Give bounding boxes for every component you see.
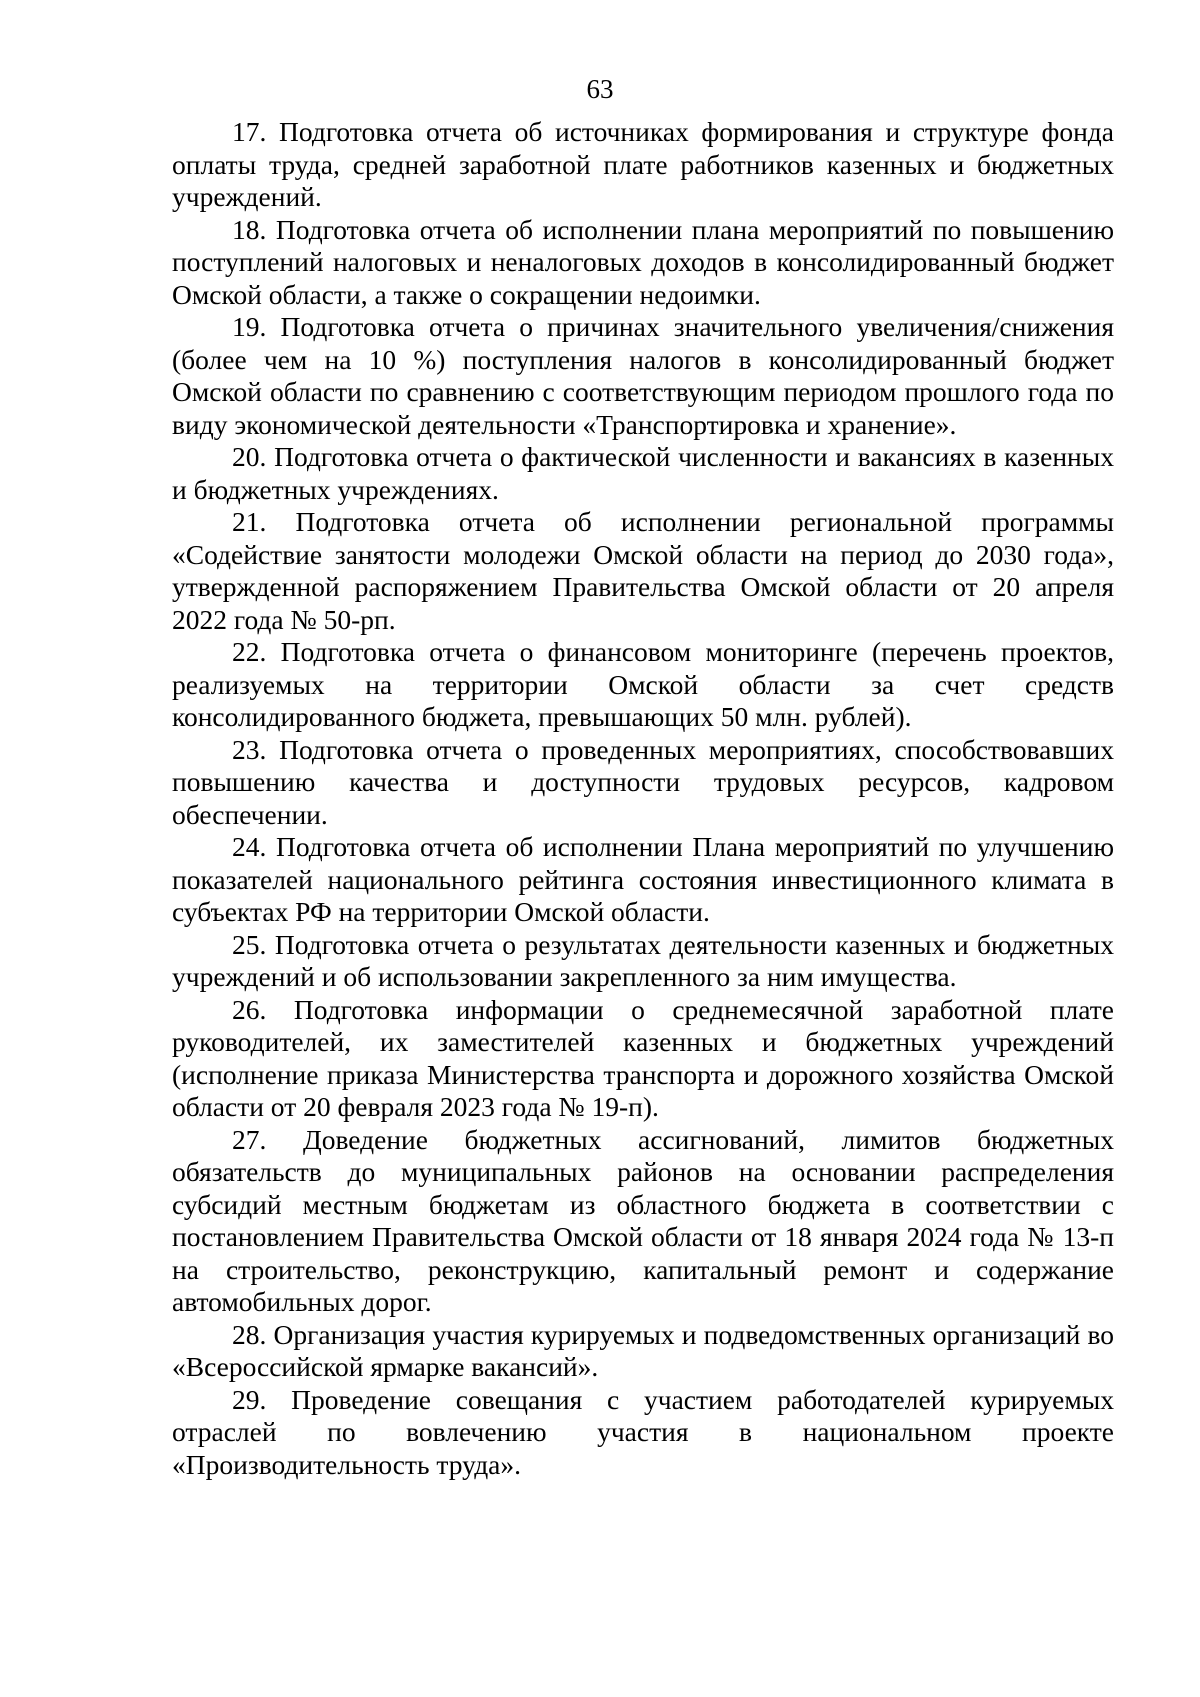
list-item-29: 29. Проведение совещания с участием работодателей курируемых отраслей по вовлечению участия в национальном проекте «Производительность труда». <box>172 1383 1114 1480</box>
list-item-23: 23. Подготовка отчета о проведенных мероприятиях, способствовавших повышению качества и доступности трудовых ресурсов, кадровом обеспечении. <box>172 733 1114 830</box>
list-item-20: 20. Подготовка отчета о фактической численности и вакансиях в казенных и бюджетных учреждениях. <box>172 441 1114 505</box>
list-item-22: 22. Подготовка отчета о финансовом мониторинге (перечень проектов, реализуемых на территории Омской области за счет средств консолидированного бюджета, превышающих 50 млн. рублей). <box>172 636 1114 732</box>
page-number: 63 <box>586 74 614 104</box>
document-body <box>172 116 1114 1481</box>
list-item-27: 27. Доведение бюджетных ассигнований, лимитов бюджетных обязательств до муниципальных районов на основании распределения субсидий местным бюджетам из областного бюджета в соответствии с постановлением Правительства Омской области от 18 января 2024 года № 13-п на строительство, реконструкцию, капитальный ремонт и содержание автомобильных дорог. <box>172 1123 1114 1317</box>
list-item-26: 26. Подготовка информации о среднемесячной заработной плате руководителей, их заместителей казенных и бюджетных учреждений (исполнение приказа Министерства транспорта и дорожного хозяйства Омской области от 20 февраля 2023 года № 19-п). <box>172 993 1114 1122</box>
list-item-25: 25. Подготовка отчета о результатах деятельности казенных и бюджетных учреждений и об использовании закрепленного за ним имущества. <box>172 928 1114 992</box>
list-item-19: 19. Подготовка отчета о причинах значительного увеличения/снижения (более чем на 10 %) поступления налогов в консолидированный бюджет Омской области по сравнению с соответствующим периодом прошлого года по виду экономической деятельности «Транспортировка и хранение». <box>172 311 1114 440</box>
list-item-28: 28. Организация участия курируемых и подведомственных организаций во «Всероссийской ярмарке вакансий». <box>172 1318 1114 1382</box>
list-item-17: 17. Подготовка отчета об источниках формирования и структуре фонда оплаты труда, средней заработной плате работников казенных и бюджетных учреждений. <box>172 116 1114 212</box>
list-item-24: 24. Подготовка отчета об исполнении Плана мероприятий по улучшению показателей национального рейтинга состояния инвестиционного климата в субъектах РФ на территории Омской области. <box>172 831 1114 927</box>
list-item-21: 21. Подготовка отчета об исполнении региональной программы «Содействие занятости молодежи Омской области на период до 2030 года», утвержденной распоряжением Правительства Омской области от 20 апреля 2022 года № 50-рп. <box>172 506 1114 635</box>
list-item-18: 18. Подготовка отчета об исполнении плана мероприятий по повышению поступлений налоговых и неналоговых доходов в консолидированный бюджет Омской области, а также о сокращении недоимки. <box>172 213 1114 310</box>
